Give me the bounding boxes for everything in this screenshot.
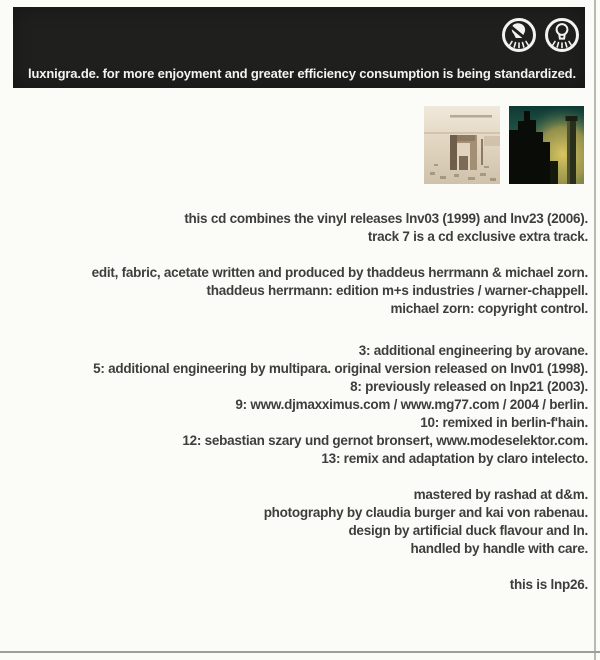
credit-line: 9: www.djmaxximus.com / www.mg77.com / 2004 / berlin.: [235, 397, 588, 412]
crossed-bulb-icon: [500, 16, 538, 54]
track-notes-paragraph: [0, 342, 588, 468]
catalog-number-line: [0, 576, 588, 594]
scan-edge-right: [594, 0, 596, 660]
credit-line: design by artificial duck flavour and ln.: [348, 523, 588, 538]
factory-photo: [509, 106, 584, 184]
credit-line: edit, fabric, acetate written and produced by thaddeus herrmann & michael zorn.: [91, 265, 588, 280]
credit-line: 13: remix and adaptation by claro intelecto.: [321, 451, 588, 466]
credit-line: handled by handle with care.: [410, 541, 588, 556]
credit-line: 10: remixed in berlin-f'hain.: [420, 415, 588, 430]
credits-paragraph: [0, 486, 588, 558]
production-paragraph: [0, 264, 588, 318]
credit-line: this cd combines the vinyl releases lnv03 (1999) and lnv23 (2006).: [184, 211, 588, 226]
credit-line: 5: additional engineering by multipara. original version released on lnv01 (1998).: [93, 361, 588, 376]
bulb-icon: [543, 16, 581, 54]
credit-line: photography by claudia burger and kai von rabenau.: [263, 505, 588, 520]
catalog-number: this is lnp26.: [509, 577, 588, 592]
credit-line: mastered by rashad at d&m.: [413, 487, 588, 502]
credit-line: michael zorn: copyright control.: [390, 301, 588, 316]
header-bar: [13, 7, 585, 88]
credit-line: 3: additional engineering by arovane.: [358, 343, 588, 358]
credit-line: 12: sebastian szary und gernot bronsert, www.modeselektor.com.: [182, 433, 588, 448]
credit-line: track 7 is a cd exclusive extra track.: [367, 229, 588, 244]
header-icons: [500, 16, 581, 54]
credit-line: 8: previously released on lnp21 (2003).: [350, 379, 588, 394]
monument-photo: [424, 106, 500, 184]
credit-line: thaddeus herrmann: edition m+s industries / warner-chappell.: [206, 283, 588, 298]
release-note-paragraph: [0, 210, 588, 246]
scan-edge-bottom: [0, 651, 600, 653]
header-slogan: luxnigra.de. for more enjoyment and greater efficiency consumption is being standardized.: [28, 66, 576, 81]
